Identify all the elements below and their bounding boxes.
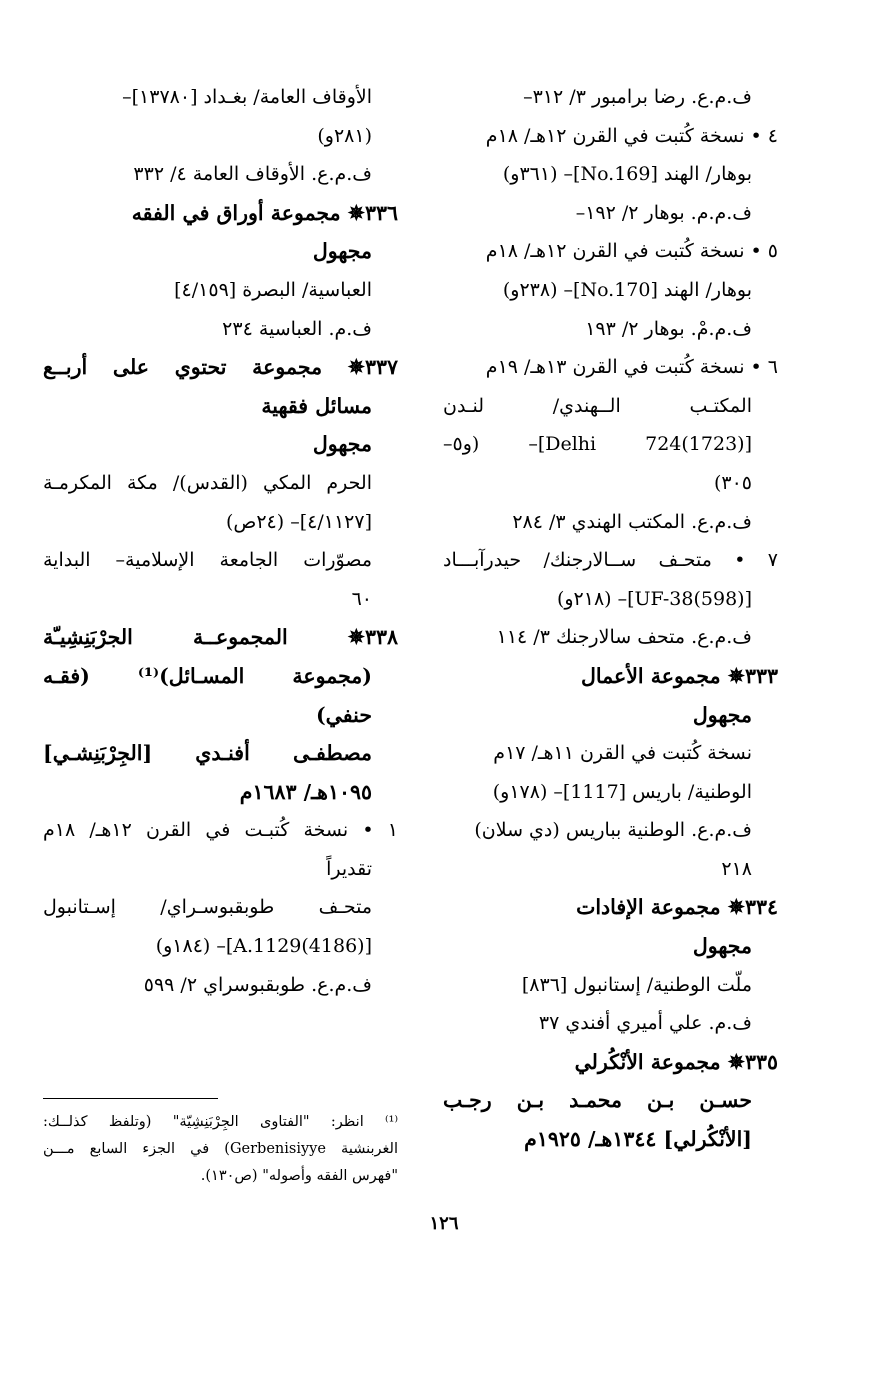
footnote-line: "فهرس الفقه وأصوله" (ص١٣٠).	[200, 1168, 398, 1184]
text-line: [UF-38(598)]– (٢١٨و)	[556, 587, 752, 610]
text-line: ٣٠٥)	[713, 471, 752, 494]
entry-heading: حنفي)	[315, 702, 372, 727]
text-line: ملّت الوطنية/ إستانبول [٨٣٦]	[521, 973, 752, 996]
entry-heading: (مجموعة المسـائل)⁽¹⁾ (فقـه	[43, 663, 372, 688]
entry-heading: ٤ • نسخة كُتبت في القرن ١٢هـ/ ١٨م	[485, 124, 778, 147]
footnote-area	[43, 1098, 398, 1190]
entry-heading: ٣٣٤✵ مجموعة الإفادات	[576, 895, 778, 920]
text-line: مصوّرات الجامعة الإسلامية– البداية	[43, 549, 372, 572]
text-line: متحـف طوبقبوسـراي/ إسـتانبول	[43, 896, 372, 919]
entry-heading: ٧ • متحـف ســالارجنك/ حيدرآبـــاد	[443, 549, 778, 572]
entry-heading: حسـن بـن محمـد بـن رجـب	[443, 1088, 752, 1113]
text-line: ٦٠	[351, 587, 372, 610]
footnote-line: الغربنشية Gerbenisiyye) في الجزء السابع مـــن	[43, 1141, 398, 1157]
text-line: ف.م.ع. طوبقبوسراي ٢/ ٥٩٩	[143, 973, 372, 996]
text-line: العباسية/ البصرة [٤/١٥٩]	[174, 278, 372, 301]
text-line: [٤/١١٢٧]– (٢٤ص)	[225, 510, 372, 533]
entry-heading: ١ • نسخة كُتبـت في القرن ١٢هـ/ ١٨م	[43, 819, 398, 842]
text-line: ف.م.ع. متحف سالارجنك ٣/ ١١٤	[496, 626, 752, 649]
text-line: بوهار/ الهند [No.170]– (٢٣٨و)	[502, 278, 752, 301]
entry-heading: مجهول	[692, 934, 752, 959]
entry-heading: مجهول	[312, 239, 372, 264]
text-line: ٢١٨	[721, 857, 752, 880]
text-line: ف.م. العباسية ٢٣٤	[222, 317, 372, 340]
entry-heading: ١٠٩٥هـ/ ١٦٨٣م	[239, 779, 372, 804]
text-line: [Delhi 724(1723)]– (و٥–	[443, 433, 752, 456]
entry-heading: ٣٣٧✵ مجموعة تحتوي على أربــع	[43, 355, 398, 380]
text-line: الحرم المكي (القدس)/ مكة المكرمـة	[43, 471, 372, 494]
footnote-line: ⁽¹⁾ انظر: "الفتاوى الجِرْبَنِشِيّة" (وتلفظ كذلــك:	[43, 1114, 398, 1130]
text-line: ف.م.مْ. بوهار ٢/ ١٩٣	[585, 317, 752, 340]
text-line: تقديراً	[326, 857, 372, 880]
entry-heading: مصطفـى أفنـدي [الجِرْبَنِشـي]	[43, 741, 372, 766]
entry-heading: ٣٣٦✵ مجموعة أوراق في الفقه	[131, 200, 398, 225]
entry-heading: مسائل فقهية	[261, 393, 372, 418]
text-line: المكتـب الــهندي/ لنـدن	[443, 394, 752, 417]
text-line: الوطنية/ باريس [1117]– (١٧٨و)	[492, 780, 752, 803]
text-line: الأوقاف العامة/ بغـداد [١٣٧٨٠]–	[122, 86, 372, 108]
text-line: نسخة كُتبت في القرن ١١هـ/ ١٧م	[493, 742, 752, 765]
entry-heading: ٥ • نسخة كُتبت في القرن ١٢هـ/ ١٨م	[485, 240, 778, 263]
entry-heading: ٣٣٨✵ المجموعــة الجرْبَنِشِيـّة	[43, 625, 398, 650]
text-line: ف.م.ع. الوطنية بباريس (دي سلان)	[474, 819, 752, 842]
entry-heading: مجهول	[312, 432, 372, 457]
left-column	[43, 78, 398, 1004]
entry-heading: مجهول	[692, 702, 752, 727]
text-line: ف.م.ع. المكتب الهندي ٣/ ٢٨٤	[512, 510, 752, 533]
page-number: ١٢٦	[429, 1213, 459, 1234]
text-line: ف.م. علي أميري أفندي ٣٧	[538, 1012, 752, 1035]
text-line: ف.م.ع. الأوقاف العامة ٤/ ٣٣٢	[133, 163, 372, 186]
text-line: ف.م.ع. رضا برامبور ٣/ ٣١٢–	[523, 86, 752, 108]
footnote-rule	[43, 1098, 218, 1099]
text-line: (٢٨١و)	[317, 124, 372, 147]
text-line: بوهار/ الهند [No.169]– (٣٦١و)	[502, 163, 752, 186]
entry-heading: ٦ • نسخة كُتبت في القرن ١٣هـ/ ١٩م	[485, 356, 778, 379]
text-line: ف.م.م. بوهار ٢/ ١٩٢–	[575, 201, 752, 224]
right-column	[443, 78, 778, 1159]
text-line: [A.1129(4186)]– (١٨٤و)	[155, 935, 372, 958]
entry-heading: ٣٣٥✵ مجموعة الأنْكُرلي	[574, 1049, 778, 1074]
entry-heading: [الأنْكُرلي] ١٣٤٤هـ/ ١٩٢٥م	[524, 1127, 752, 1152]
entry-heading: ٣٣٣✵ مجموعة الأعمال	[581, 663, 778, 688]
